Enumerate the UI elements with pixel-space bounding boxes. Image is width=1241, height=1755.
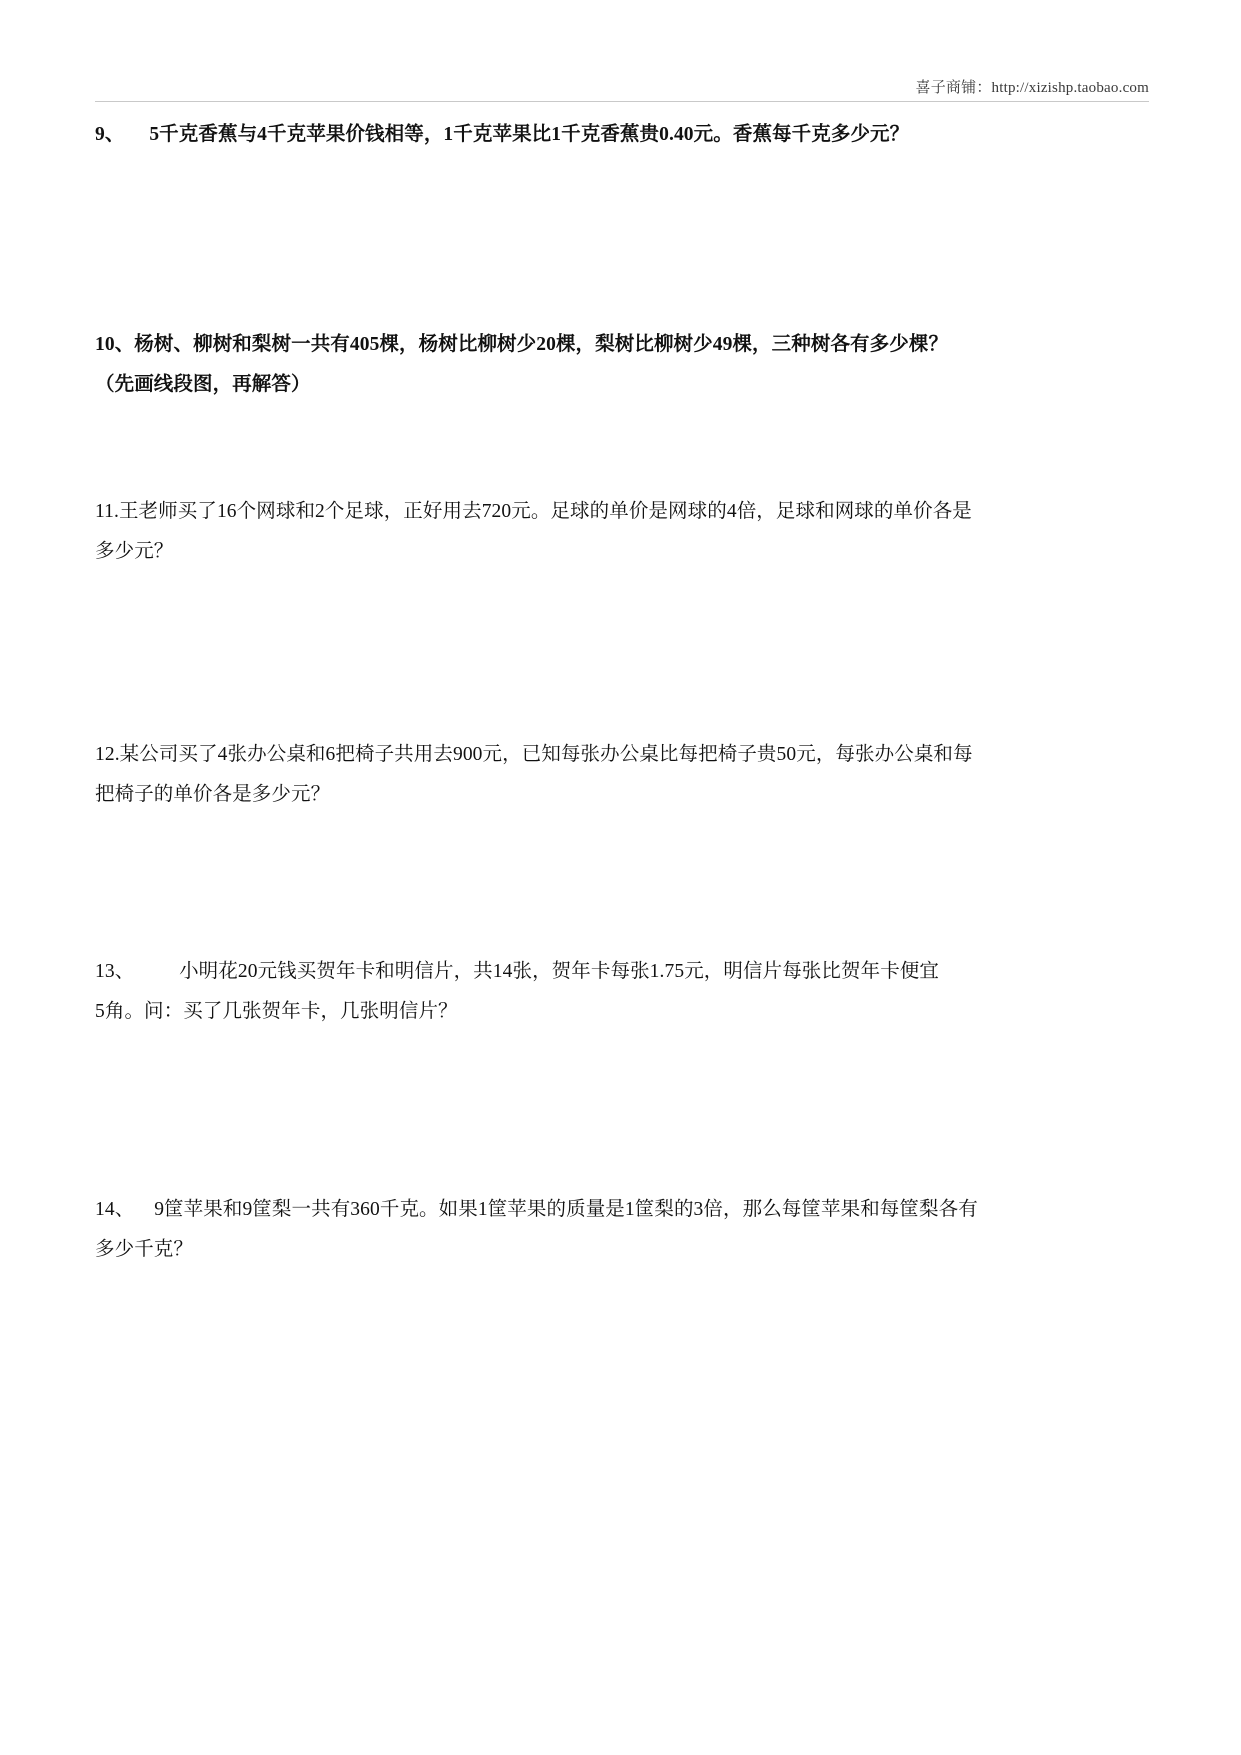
problem-12-line-2: 把椅子的单价各是多少元？	[95, 784, 331, 805]
problem-13	[95, 952, 1147, 1032]
answer-space-9	[95, 160, 1147, 305]
problem-11-line-1: 11.王老师买了16个网球和2个足球，正好用去720元。足球的单价是网球的4倍，足球和网球的单价各是	[95, 501, 972, 522]
problem-12	[95, 735, 1147, 815]
answer-space-14	[95, 1278, 1147, 1678]
problem-10-line-2: （先画线段图，再解答）	[95, 374, 311, 395]
problem-10	[95, 325, 1147, 405]
header-divider	[95, 101, 1149, 102]
problem-11	[95, 492, 1147, 572]
problem-9	[95, 115, 1147, 155]
problem-9-line-1: 9、 5千克香蕉与4千克苹果价钱相等，1千克苹果比1千克香蕉贵0.40元。香蕉每千克多少元？	[95, 124, 910, 145]
problem-14-line-2: 多少千克？	[95, 1239, 194, 1260]
problem-13-line-1: 13、 小明花20元钱买贺年卡和明信片，共14张，贺年卡每张1.75元，明信片每张比贺年卡便宜	[95, 961, 939, 982]
problem-14	[95, 1190, 1147, 1270]
problem-11-line-2: 多少元？	[95, 541, 174, 562]
problem-12-line-1: 12.某公司买了4张办公桌和6把椅子共用去900元，已知每张办公桌比每把椅子贵50元，每张办公桌和每	[95, 744, 973, 765]
answer-space-12	[95, 820, 1147, 955]
answer-space-11	[95, 580, 1147, 730]
problem-14-line-1: 14、 9筐苹果和9筐梨一共有360千克。如果1筐苹果的质量是1筐梨的3倍，那么每筐苹果和每筐梨各有	[95, 1199, 978, 1220]
problem-13-line-2: 5角。问：买了几张贺年卡，几张明信片？	[95, 1001, 458, 1022]
problem-10-line-1: 10、杨树、柳树和梨树一共有405棵，杨树比柳树少20棵，梨树比柳树少49棵，三种树各有多少棵？	[95, 334, 949, 355]
shop-watermark-header: 喜子商铺：http://xizishp.taobao.com	[915, 80, 1149, 96]
answer-space-13	[95, 1040, 1147, 1185]
